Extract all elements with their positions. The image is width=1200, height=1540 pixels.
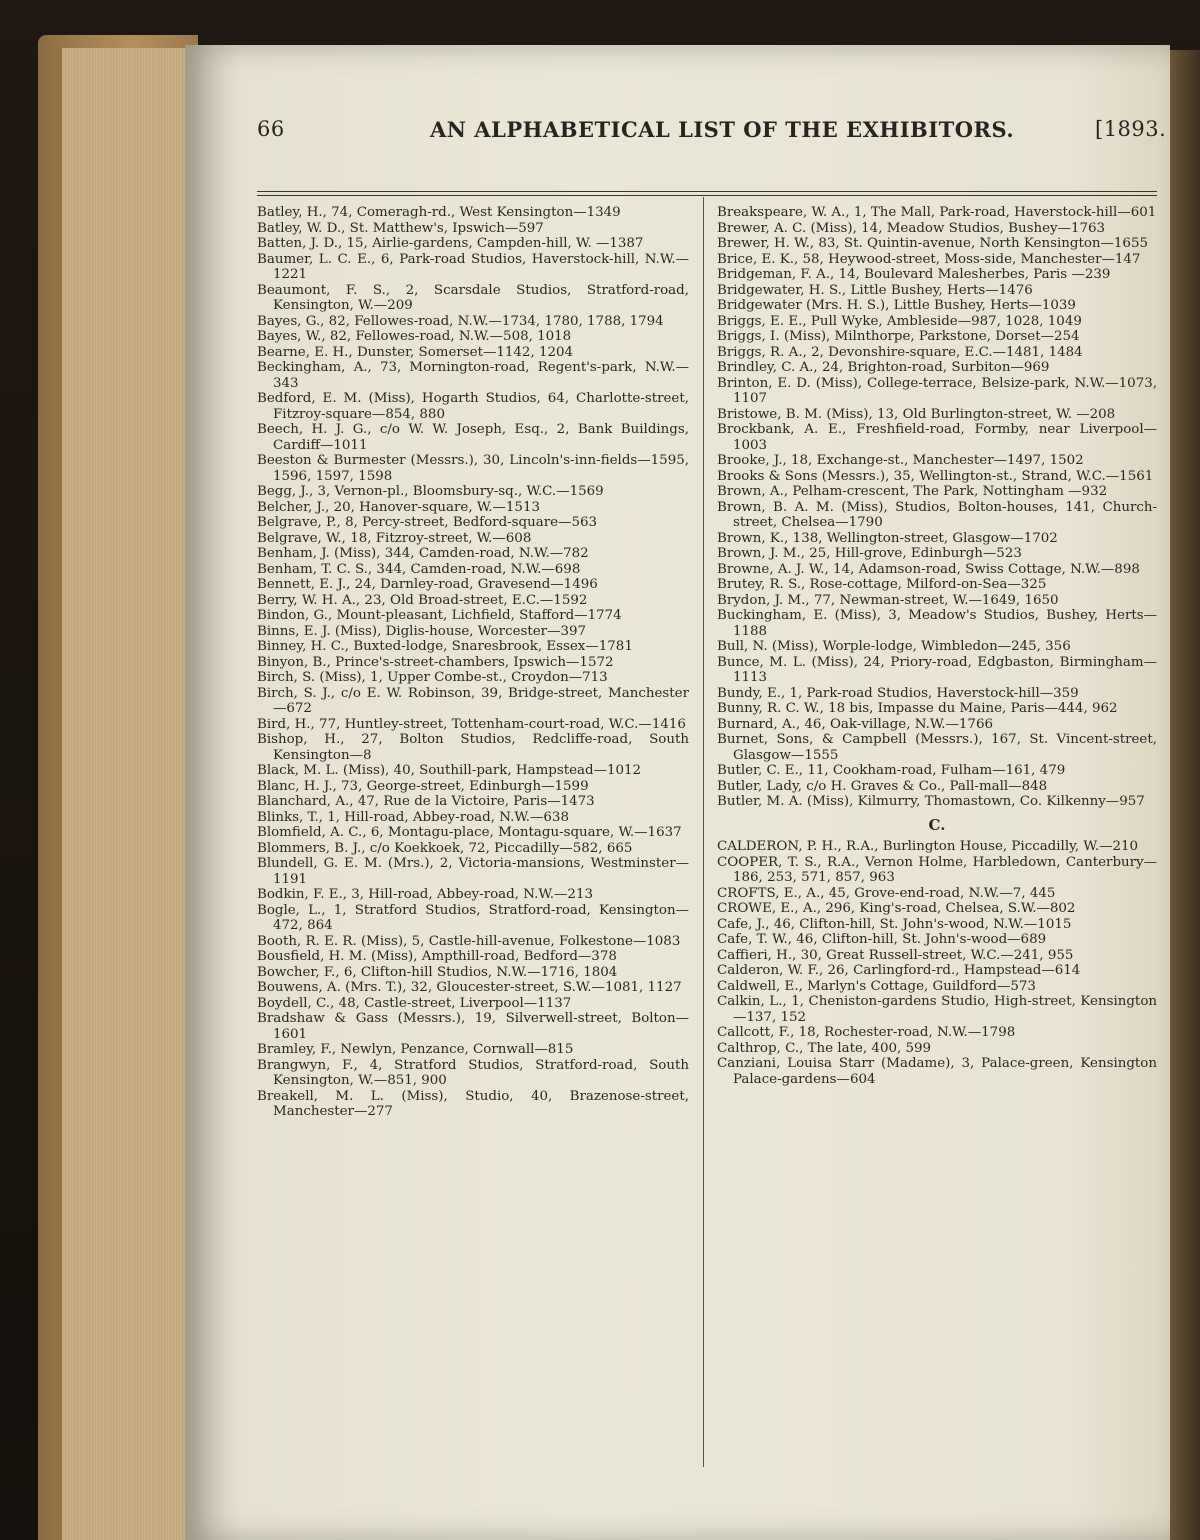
exhibitor-entry: Bridgewater, H. S., Little Bushey, Herts—1476 bbox=[717, 282, 1033, 298]
header-rule bbox=[257, 191, 1157, 196]
page-number: 66 bbox=[257, 117, 285, 141]
exhibitor-entry: Brown, K., 138, Wellington-street, Glasgow—1702 bbox=[717, 530, 1058, 546]
exhibitor-entry: Bristowe, B. M. (Miss), 13, Old Burlington-street, W. —208 bbox=[717, 406, 1116, 422]
exhibitor-entry: Bramley, F., Newlyn, Penzance, Cornwall—815 bbox=[257, 1042, 574, 1057]
exhibitor-entry: Boydell, C., 48, Castle-street, Liverpool—1137 bbox=[257, 995, 572, 1011]
page-header bbox=[185, 117, 1170, 147]
exhibitor-entry: Binyon, B., Prince's-street-chambers, Ipswich—1572 bbox=[257, 654, 614, 670]
exhibitor-entry: Buckingham, E. (Miss), 3, Meadow's Studios, Bushey, Herts—1188 bbox=[717, 608, 1157, 639]
exhibitor-entry: CROWE, E., A., 296, King's-road, Chelsea, S.W.—802 bbox=[717, 901, 1076, 916]
exhibitor-entry: Blinks, T., 1, Hill-road, Abbey-road, N.W.—638 bbox=[257, 809, 569, 825]
exhibitor-entry: Brooks & Sons (Messrs.), 35, Wellington-st., Strand, W.C.—1561 bbox=[717, 468, 1154, 484]
book-cover-right bbox=[1170, 50, 1200, 1540]
exhibitor-entry: Baumer, L. C. E., 6, Park-road Studios, Haverstock-hill, N.W.—1221 bbox=[257, 251, 689, 282]
exhibitor-entry: Bundy, E., 1, Park-road Studios, Haverstock-hill—359 bbox=[717, 685, 1079, 701]
exhibitor-entry: Brindley, C. A., 24, Brighton-road, Surbiton—969 bbox=[717, 360, 1050, 375]
exhibitor-entry: CROFTS, E., A., 45, Grove-end-road, N.W.—7, 445 bbox=[717, 885, 1056, 901]
exhibitor-entry: Batley, W. D., St. Matthew's, Ipswich—597 bbox=[257, 220, 544, 236]
exhibitor-entry: Brydon, J. M., 77, Newman-street, W.—1649, 1650 bbox=[717, 592, 1059, 608]
right-column bbox=[717, 205, 1157, 1087]
exhibitor-entry: Brutey, R. S., Rose-cottage, Milford-on-Sea—325 bbox=[717, 577, 1047, 592]
exhibitor-entry: Caldwell, E., Marlyn's Cottage, Guildford—573 bbox=[717, 978, 1036, 994]
exhibitor-entry: Bedford, E. M. (Miss), Hogarth Studios, 64, Charlotte-street, Fitzroy-square—854, 880 bbox=[257, 391, 689, 422]
exhibitor-entry: Breakell, M. L. (Miss), Studio, 40, Brazenose-street, Manchester—277 bbox=[257, 1088, 689, 1119]
exhibitor-entry: Bridgeman, F. A., 14, Boulevard Malesherbes, Paris —239 bbox=[717, 267, 1111, 282]
exhibitor-entry: CALDERON, P. H., R.A., Burlington House, Piccadilly, W.—210 bbox=[717, 839, 1139, 854]
exhibitor-entry: Bowcher, F., 6, Clifton-hill Studios, N.W.—1716, 1804 bbox=[257, 964, 618, 980]
exhibitor-entry: Beech, H. J. G., c/o W. W. Joseph, Esq., 2, Bank Buildings, Cardiff—1011 bbox=[257, 422, 689, 453]
exhibitor-entry: Black, M. L. (Miss), 40, Southill-park, Hampstead—1012 bbox=[257, 763, 642, 778]
exhibitor-entry: Blanc, H. J., 73, George-street, Edinburgh—1599 bbox=[257, 778, 589, 794]
column-divider bbox=[703, 197, 704, 1467]
exhibitor-entry: Beeston & Burmester (Messrs.), 30, Lincoln's-inn-fields—1595, 1596, 1597, 1598 bbox=[257, 453, 689, 484]
exhibitor-entry: Cafe, J., 46, Clifton-hill, St. John's-wood, N.W.—1015 bbox=[717, 916, 1072, 932]
exhibitor-entry: Briggs, E. E., Pull Wyke, Ambleside—987, 1028, 1049 bbox=[717, 313, 1082, 329]
exhibitor-entry: Blomfield, A. C., 6, Montagu-place, Montagu-square, W.—1637 bbox=[257, 825, 682, 840]
book-page bbox=[185, 45, 1170, 1540]
exhibitor-entry: COOPER, T. S., R.A., Vernon Holme, Harbledown, Canterbury—186, 253, 571, 857, 963 bbox=[717, 854, 1157, 885]
exhibitor-entry: Brewer, A. C. (Miss), 14, Meadow Studios, Bushey—1763 bbox=[717, 220, 1106, 236]
exhibitor-entry: Bird, H., 77, Huntley-street, Tottenham-court-road, W.C.—1416 bbox=[257, 716, 686, 732]
exhibitor-entry: Butler, C. E., 11, Cookham-road, Fulham—161, 479 bbox=[717, 763, 1066, 778]
exhibitor-entry: Bayes, W., 82, Fellowes-road, N.W.—508, 1018 bbox=[257, 329, 572, 344]
exhibitor-entry: Brinton, E. D. (Miss), College-terrace, Belsize-park, N.W.—1073, 1107 bbox=[717, 375, 1157, 406]
exhibitor-entry: Butler, M. A. (Miss), Kilmurry, Thomastown, Co. Kilkenny—957 bbox=[717, 794, 1145, 809]
exhibitor-entry: Begg, J., 3, Vernon-pl., Bloomsbury-sq., W.C.—1569 bbox=[257, 484, 604, 499]
exhibitor-entry: Benham, J. (Miss), 344, Camden-road, N.W.—782 bbox=[257, 546, 589, 561]
exhibitor-entry: Bradshaw & Gass (Messrs.), 19, Silverwell-street, Bolton—1601 bbox=[257, 1011, 689, 1042]
exhibitor-entry: Bearne, E. H., Dunster, Somerset—1142, 1204 bbox=[257, 344, 574, 360]
page-year: [1893. bbox=[1095, 117, 1167, 141]
exhibitor-entry: Booth, R. E. R. (Miss), 5, Castle-hill-avenue, Folkestone—1083 bbox=[257, 933, 681, 949]
exhibitor-entry: Bayes, G., 82, Fellowes-road, N.W.—1734, 1780, 1788, 1794 bbox=[257, 313, 664, 329]
exhibitor-entry: Brown, B. A. M. (Miss), Studios, Bolton-houses, 141, Church-street, Chelsea—1790 bbox=[717, 499, 1157, 530]
exhibitor-entry: Browne, A. J. W., 14, Adamson-road, Swiss Cottage, N.W.—898 bbox=[717, 561, 1140, 577]
exhibitor-entry: Batten, J. D., 15, Airlie-gardens, Campden-hill, W. —1387 bbox=[257, 236, 644, 251]
right-column-b-entries bbox=[717, 205, 1157, 810]
exhibitor-entry: Bull, N. (Miss), Worple-lodge, Wimbledon—245, 356 bbox=[717, 639, 1071, 654]
exhibitor-entry: Brice, E. K., 58, Heywood-street, Moss-side, Manchester—147 bbox=[717, 251, 1141, 267]
exhibitor-entry: Beckingham, A., 73, Mornington-road, Regent's-park, N.W.—343 bbox=[257, 360, 689, 391]
exhibitor-entry: Briggs, R. A., 2, Devonshire-square, E.C.—1481, 1484 bbox=[717, 344, 1083, 360]
exhibitor-entry: Bousfield, H. M. (Miss), Ampthill-road, Bedford—378 bbox=[257, 949, 617, 964]
exhibitor-entry: Binns, E. J. (Miss), Diglis-house, Worcester—397 bbox=[257, 623, 587, 639]
exhibitor-entry: Brown, J. M., 25, Hill-grove, Edinburgh—523 bbox=[717, 546, 1022, 561]
exhibitor-entry: Batley, H., 74, Comeragh-rd., West Kensington—1349 bbox=[257, 205, 621, 220]
page-edges bbox=[62, 48, 202, 1540]
right-column-c-entries bbox=[717, 839, 1157, 1087]
exhibitor-entry: Bindon, G., Mount-pleasant, Lichfield, Stafford—1774 bbox=[257, 608, 622, 623]
exhibitor-entry: Belgrave, W., 18, Fitzroy-street, W.—608 bbox=[257, 530, 532, 546]
exhibitor-entry: Belcher, J., 20, Hanover-square, W.—1513 bbox=[257, 499, 540, 515]
exhibitor-entry: Bunce, M. L. (Miss), 24, Priory-road, Edgbaston, Birmingham—1113 bbox=[717, 654, 1157, 685]
exhibitor-entry: Benham, T. C. S., 344, Camden-road, N.W.—698 bbox=[257, 561, 581, 577]
left-column bbox=[257, 205, 689, 1120]
exhibitor-entry: Birch, S. J., c/o E. W. Robinson, 39, Bridge-street, Manchester—672 bbox=[257, 685, 689, 716]
exhibitor-entry: Beaumont, F. S., 2, Scarsdale Studios, Stratford-road, Kensington, W.—209 bbox=[257, 282, 689, 313]
section-heading-c: C. bbox=[928, 815, 946, 834]
exhibitor-entry: Bennett, E. J., 24, Darnley-road, Gravesend—1496 bbox=[257, 577, 598, 592]
exhibitor-entry: Bunny, R. C. W., 18 bis, Impasse du Maine, Paris—444, 962 bbox=[717, 701, 1118, 716]
exhibitor-entry: Blanchard, A., 47, Rue de la Victoire, Paris—1473 bbox=[257, 794, 595, 809]
exhibitor-entry: Brangwyn, F., 4, Stratford Studios, Stratford-road, South Kensington, W.—851, 900 bbox=[257, 1057, 689, 1088]
exhibitor-entry: Brooke, J., 18, Exchange-st., Manchester—1497, 1502 bbox=[717, 453, 1084, 468]
exhibitor-entry: Bouwens, A. (Mrs. T.), 32, Gloucester-street, S.W.—1081, 1127 bbox=[257, 980, 682, 995]
exhibitor-entry: Calderon, W. F., 26, Carlingford-rd., Hampstead—614 bbox=[717, 963, 1081, 978]
exhibitor-entry: Callcott, F., 18, Rochester-road, N.W.—1798 bbox=[717, 1025, 1016, 1040]
exhibitor-entry: Brewer, H. W., 83, St. Quintin-avenue, North Kensington—1655 bbox=[717, 236, 1148, 251]
exhibitor-entry: Cafe, T. W., 46, Clifton-hill, St. John's-wood—689 bbox=[717, 932, 1047, 947]
exhibitor-entry: Butler, Lady, c/o H. Graves & Co., Pall-mall—848 bbox=[717, 778, 1048, 794]
exhibitor-entry: Bridgewater (Mrs. H. S.), Little Bushey, Herts—1039 bbox=[717, 298, 1076, 313]
exhibitor-entry: Blundell, G. E. M. (Mrs.), 2, Victoria-mansions, Westminster—1191 bbox=[257, 856, 689, 887]
exhibitor-entry: Bogle, L., 1, Stratford Studios, Stratford-road, Kensington—472, 864 bbox=[257, 902, 689, 933]
exhibitor-entry: Blommers, B. J., c/o Koekkoek, 72, Piccadilly—582, 665 bbox=[257, 840, 633, 856]
exhibitor-entry: Canziani, Louisa Starr (Madame), 3, Palace-green, Kensington Palace-gardens—604 bbox=[717, 1056, 1157, 1087]
exhibitor-entry: Brown, A., Pelham-crescent, The Park, Nottingham —932 bbox=[717, 484, 1108, 499]
exhibitor-entry: Breakspeare, W. A., 1, The Mall, Park-road, Haverstock-hill—601 bbox=[717, 205, 1157, 220]
exhibitor-entry: Bodkin, F. E., 3, Hill-road, Abbey-road, N.W.—213 bbox=[257, 887, 593, 902]
exhibitor-entry: Birch, S. (Miss), 1, Upper Combe-st., Croydon—713 bbox=[257, 670, 608, 685]
exhibitor-entry: Belgrave, P., 8, Percy-street, Bedford-square—563 bbox=[257, 515, 598, 530]
exhibitor-entry: Burnard, A., 46, Oak-village, N.W.—1766 bbox=[717, 716, 993, 732]
exhibitor-entry: Bishop, H., 27, Bolton Studios, Redcliffe-road, South Kensington—8 bbox=[257, 732, 689, 763]
exhibitor-entry: Berry, W. H. A., 23, Old Broad-street, E.C.—1592 bbox=[257, 592, 588, 608]
exhibitor-entry: Caffieri, H., 30, Great Russell-street, W.C.—241, 955 bbox=[717, 947, 1074, 963]
exhibitor-entry: Burnet, Sons, & Campbell (Messrs.), 167, St. Vincent-street, Glasgow—1555 bbox=[717, 732, 1157, 763]
exhibitor-entry: Calthrop, C., The late, 400, 599 bbox=[717, 1040, 932, 1056]
exhibitor-entry: Calkin, L., 1, Cheniston-gardens Studio, High-street, Kensington—137, 152 bbox=[717, 994, 1157, 1025]
exhibitor-entry: Briggs, I. (Miss), Milnthorpe, Parkstone, Dorset—254 bbox=[717, 329, 1080, 344]
exhibitor-entry: Binney, H. C., Buxted-lodge, Snaresbrook, Essex—1781 bbox=[257, 639, 633, 654]
exhibitor-entry: Brockbank, A. E., Freshfield-road, Formby, near Liverpool—1003 bbox=[717, 422, 1157, 453]
page-title: AN ALPHABETICAL LIST OF THE EXHIBITORS. bbox=[430, 117, 1015, 142]
